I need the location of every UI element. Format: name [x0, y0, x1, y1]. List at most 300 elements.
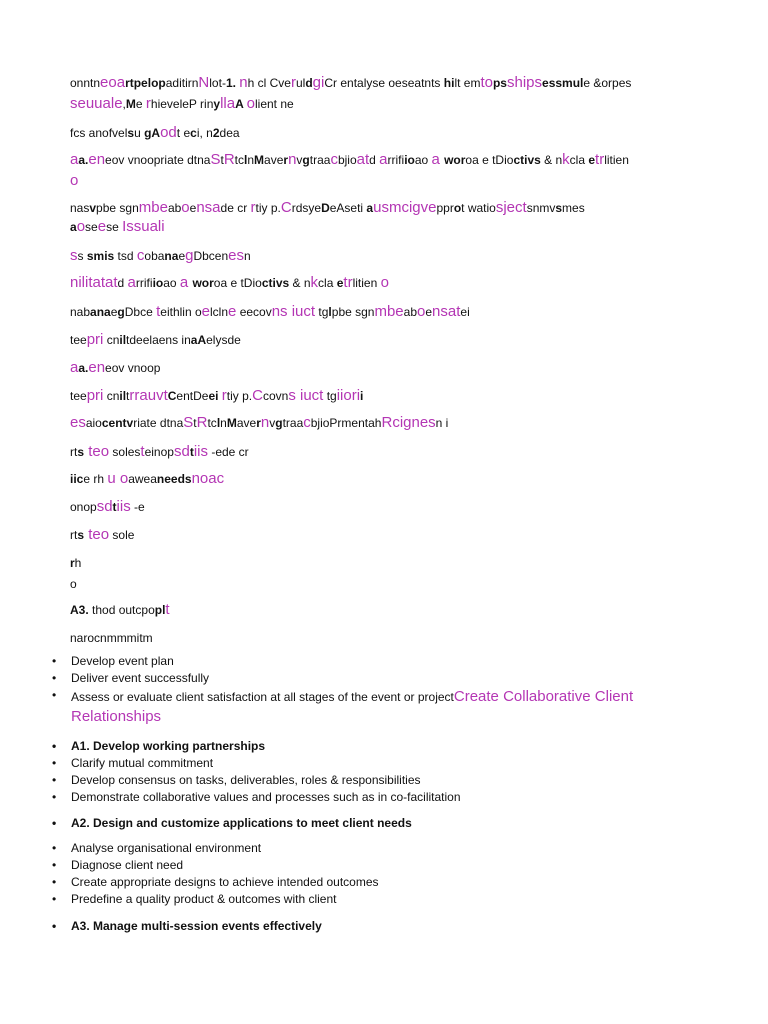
text-run: eoa: [100, 74, 126, 91]
text-run: & n: [289, 276, 311, 290]
text-run: wor: [192, 276, 214, 290]
garbled-line: [70, 96, 708, 112]
text-run: od: [160, 124, 177, 141]
text-run: tr: [343, 274, 353, 291]
text-run: sject: [495, 199, 527, 216]
text-run: o: [380, 274, 389, 291]
garbled-line: [70, 415, 708, 431]
text-run: pl: [154, 603, 166, 617]
text-run: a: [70, 220, 77, 234]
text-run: nas: [70, 201, 90, 215]
bullet-icon: •: [52, 756, 57, 770]
text-run: ul: [295, 76, 306, 90]
text-run: M: [254, 153, 265, 167]
garbled-line: [70, 444, 708, 460]
text-run: a: [127, 274, 136, 291]
text-run: il: [119, 333, 127, 347]
text-run: e: [425, 305, 433, 319]
list-item-text: Deliver event successfully: [71, 671, 210, 685]
text-run: l: [216, 416, 221, 430]
section-heading-inline: Create Collaborative Client Relationships: [71, 688, 634, 725]
garbled-line: [70, 275, 708, 291]
text-run: cignes: [392, 414, 436, 431]
text-run: r: [283, 153, 289, 167]
text-run: es: [228, 247, 244, 264]
text-run: to: [480, 74, 493, 91]
text-run: e: [228, 303, 237, 320]
list-heading-item: [52, 918, 708, 935]
text-run: R: [196, 414, 208, 431]
text-run: tiy p.: [226, 389, 253, 403]
text-run: c: [330, 151, 338, 168]
text-run: t: [193, 416, 197, 430]
text-run: Cr entalyse oeseatnts: [324, 76, 444, 90]
text-run: tr: [595, 151, 605, 168]
text-run: es: [70, 414, 86, 431]
text-run: g: [117, 305, 125, 319]
text-run: o: [417, 303, 426, 320]
text-run: pbe sgn: [96, 201, 139, 215]
text-run: teo: [84, 526, 110, 543]
garbled-line: [70, 471, 708, 487]
list-item: [52, 874, 708, 891]
list-item-text: Assess or evaluate client satisfaction at all stages of the event or project: [71, 690, 454, 704]
text-run: teo: [84, 443, 110, 460]
bullet-icon: •: [52, 790, 57, 804]
text-run: aio: [85, 416, 102, 430]
text-run: eov vnoop: [105, 361, 161, 375]
garbled-line: [70, 219, 708, 235]
text-run: e: [336, 276, 344, 290]
bullet-list-a3-heading: [52, 918, 708, 935]
text-run: nsat: [432, 303, 461, 320]
garbled-line: [70, 173, 708, 189]
text-run: d: [117, 276, 128, 290]
garbled-line: [70, 576, 708, 592]
list-item-text: Predefine a quality product & outcomes with client: [71, 892, 337, 906]
text-run: lla: [220, 95, 236, 112]
text-run: t watio: [461, 201, 496, 215]
text-run: h: [74, 556, 82, 570]
garbled-line: [70, 360, 708, 376]
text-run: o: [70, 577, 77, 591]
text-run: bjio: [337, 153, 357, 167]
bullet-list-outcomes: [52, 653, 708, 727]
text-run: ns iuct: [271, 303, 316, 320]
text-run: bjioPrmentah: [310, 416, 382, 430]
bullet-icon: •: [52, 773, 57, 787]
text-run: nab: [70, 305, 91, 319]
text-run: ao: [163, 276, 180, 290]
bullet-icon: •: [52, 671, 57, 685]
bullet-icon: •: [52, 739, 57, 753]
text-run: pbe sgn: [331, 305, 375, 319]
garbled-line: [70, 630, 708, 646]
text-run: ab: [403, 305, 418, 319]
text-run: s: [127, 126, 135, 140]
text-run: r: [70, 556, 75, 570]
text-run: rrauvt: [129, 387, 168, 404]
text-run: n: [260, 414, 270, 431]
text-run: pri: [86, 387, 104, 404]
text-run: tiy p.: [255, 201, 281, 215]
bullet-icon: •: [52, 919, 57, 933]
text-run: r: [256, 416, 261, 430]
list-item: [52, 857, 708, 874]
text-run: e: [201, 303, 210, 320]
text-run: ,: [122, 97, 126, 111]
text-run: io: [404, 153, 415, 167]
text-run: D: [321, 201, 330, 215]
text-run: n: [239, 74, 248, 91]
text-run: narocnmmmitm: [70, 631, 153, 645]
text-run: thod outcpo: [88, 603, 155, 617]
text-run: C: [167, 389, 177, 403]
text-run: eithlin o: [160, 305, 202, 319]
text-run: s: [77, 249, 87, 263]
text-run: l: [244, 153, 248, 167]
text-run: onntn: [70, 76, 101, 90]
text-run: g: [275, 416, 283, 430]
garbled-line: [70, 248, 708, 264]
text-run: sd: [173, 443, 190, 460]
text-run: gi: [312, 74, 325, 91]
text-run: cn: [103, 389, 120, 403]
text-run: d: [369, 153, 380, 167]
list-item-text: Clarify mutual commitment: [71, 756, 214, 770]
list-item: [52, 840, 708, 857]
text-run: cla: [318, 276, 337, 290]
text-run: y: [213, 97, 221, 111]
text-run: eAseti: [329, 201, 367, 215]
text-run: r: [250, 199, 256, 216]
text-run: t: [156, 303, 161, 320]
text-run: A: [197, 333, 207, 347]
list-item-text: A3. Manage multi-session events effectively: [71, 919, 322, 933]
text-run: t: [112, 500, 117, 514]
text-run: s: [70, 247, 78, 264]
text-run: A3.: [70, 603, 89, 617]
text-run: t: [140, 443, 145, 460]
bullet-list-a2-heading: [52, 815, 708, 832]
text-run: usmcigve: [373, 199, 437, 216]
text-run: d: [305, 76, 313, 90]
text-run: u o: [107, 470, 129, 487]
text-run: lt em: [454, 76, 481, 90]
text-run: tee: [70, 333, 87, 347]
text-run: tg: [315, 305, 329, 319]
text-run: ave: [236, 416, 257, 430]
garbled-line: [70, 152, 708, 168]
text-run: g: [302, 153, 310, 167]
text-run: litien: [604, 153, 629, 167]
garbled-line: [70, 125, 708, 141]
text-run: l: [328, 305, 332, 319]
text-run: a: [379, 151, 388, 168]
text-run: t: [165, 601, 170, 618]
list-item-text: Demonstrate collaborative values and processes such as in co-facilitation: [71, 790, 461, 804]
bullet-list-a1: [52, 738, 708, 806]
text-run: sole: [109, 528, 135, 542]
text-run: A: [151, 126, 161, 140]
text-run: rdsye: [291, 201, 322, 215]
text-run: se: [85, 220, 98, 234]
list-heading-item: [52, 815, 708, 832]
text-run: ei: [460, 305, 470, 319]
list-heading-item: [52, 738, 708, 755]
text-run: n i: [435, 416, 449, 430]
text-run: io: [152, 276, 164, 290]
text-run: tg: [323, 389, 337, 403]
text-run: a.: [78, 361, 89, 375]
text-run: t: [126, 389, 130, 403]
text-run: pri: [86, 331, 104, 348]
text-run: n: [220, 416, 227, 430]
text-run: M: [226, 416, 237, 430]
text-run: iic: [70, 472, 84, 486]
text-run: covn: [262, 389, 289, 403]
text-run: h cl Cve: [247, 76, 291, 90]
text-run: onop: [70, 500, 97, 514]
text-run: ctivs: [261, 276, 290, 290]
text-run: tdeelaens in: [126, 333, 191, 347]
text-run: S: [183, 414, 194, 431]
text-run: snmv: [526, 201, 556, 215]
bullet-list-a2: [52, 840, 708, 908]
text-run: k: [562, 151, 570, 168]
text-run: t e: [176, 126, 191, 140]
text-run: C: [280, 199, 292, 216]
text-run: traa: [282, 416, 304, 430]
text-run: iis: [193, 443, 208, 460]
text-run: a.: [78, 153, 89, 167]
text-run: g: [185, 247, 194, 264]
text-run: de: [227, 333, 241, 347]
bullet-icon: •: [52, 654, 57, 668]
garbled-line: [70, 602, 708, 618]
text-run: einop: [144, 445, 174, 459]
text-run: Dbce: [124, 305, 157, 319]
text-run: sd: [96, 498, 113, 515]
text-run: c: [303, 414, 311, 431]
text-run: s: [77, 528, 85, 542]
text-run: dea: [219, 126, 240, 140]
bullet-icon: •: [52, 816, 57, 830]
text-run: rt: [70, 528, 78, 542]
text-run: c: [190, 126, 197, 140]
text-run: ana: [90, 305, 111, 319]
text-run: wor: [444, 153, 466, 167]
text-run: il: [119, 389, 127, 403]
text-run: r: [290, 74, 296, 91]
garbled-line: [70, 75, 708, 91]
text-run: o: [181, 199, 190, 216]
text-run: e: [588, 153, 596, 167]
text-run: r: [145, 95, 151, 112]
list-item-text: A2. Design and customize applications to meet client needs: [71, 816, 412, 830]
list-item-text: Develop event plan: [71, 654, 174, 668]
text-run: a: [70, 151, 79, 168]
text-run: tee: [70, 389, 87, 403]
text-run: en: [88, 151, 106, 168]
text-run: traa: [309, 153, 331, 167]
text-run: e rh: [83, 472, 108, 486]
text-run: k: [310, 274, 319, 291]
text-run: ctivs: [513, 153, 541, 167]
text-run: riate dtna: [133, 416, 184, 430]
text-run: eecov: [236, 305, 272, 319]
text-run: a: [179, 274, 193, 291]
list-item: [52, 772, 708, 789]
text-run: o: [246, 95, 255, 112]
text-run: ppr: [436, 201, 454, 215]
list-item-text: A1. Develop working partnerships: [71, 739, 266, 753]
text-run: hieveleP rin: [150, 97, 214, 111]
text-run: rt: [70, 445, 78, 459]
text-run: iis: [116, 498, 131, 515]
text-run: C: [252, 387, 263, 404]
text-run: oa e tDio: [465, 153, 514, 167]
text-run: ei: [208, 389, 219, 403]
text-run: c: [136, 247, 145, 264]
text-run: t: [220, 153, 224, 167]
text-run: awea: [128, 472, 157, 486]
text-run: se: [106, 220, 123, 234]
text-run: eov vnoopriate dtna: [105, 153, 211, 167]
text-run: rrifi: [387, 153, 405, 167]
text-run: e &orpes: [583, 76, 632, 90]
list-item: [52, 789, 708, 806]
text-run: Dbcen: [193, 249, 229, 263]
text-run: 1.: [225, 76, 240, 90]
text-run: M: [125, 97, 136, 111]
list-item-text: Diagnose client need: [71, 858, 184, 872]
garbled-line: [70, 304, 708, 320]
text-run: s: [77, 445, 85, 459]
text-run: -ede cr: [207, 445, 249, 459]
text-run: g: [144, 126, 152, 140]
list-item: [52, 670, 708, 687]
text-run: tc: [207, 416, 217, 430]
text-run: essmul: [542, 76, 584, 90]
text-run: ave: [264, 153, 284, 167]
text-run: aditirn: [165, 76, 199, 90]
text-run: soles: [109, 445, 141, 459]
text-run: i: [360, 389, 364, 403]
garbled-line: [70, 388, 708, 404]
text-run: mbe: [138, 199, 168, 216]
text-run: u: [134, 126, 145, 140]
bullet-icon: •: [52, 858, 57, 872]
text-run: o: [76, 218, 86, 235]
list-item: [52, 755, 708, 772]
text-run: oba: [144, 249, 165, 263]
text-run: e: [110, 305, 118, 319]
text-run: ps: [492, 76, 507, 90]
list-item-text: Analyse organisational environment: [71, 841, 262, 855]
text-run: seuuale: [70, 95, 123, 112]
bullet-icon: •: [52, 688, 57, 702]
text-run: cn: [103, 333, 120, 347]
text-run: nsa: [196, 199, 221, 216]
text-run: rtpelop: [125, 76, 166, 90]
text-run: e: [135, 97, 146, 111]
text-run: t: [189, 445, 194, 459]
list-item-text: Develop consensus on tasks, deliverables, roles & responsibilities: [71, 773, 421, 787]
text-run: n: [288, 151, 297, 168]
text-run: iiori: [336, 387, 361, 404]
text-run: de cr: [220, 201, 251, 215]
text-run: s: [555, 201, 563, 215]
text-run: nilitatat: [70, 274, 118, 291]
text-run: e: [97, 218, 107, 235]
text-run: a: [70, 359, 79, 376]
text-run: i, n: [196, 126, 213, 140]
text-run: 2: [212, 126, 220, 140]
text-run: fcs anofvel: [70, 126, 128, 140]
list-item-text: Create appropriate designs to achieve intended outcomes: [71, 875, 379, 889]
text-run: tc: [234, 153, 245, 167]
text-run: a: [431, 151, 445, 168]
text-run: e: [178, 249, 186, 263]
list-item: [52, 891, 708, 908]
text-run: ships: [506, 74, 543, 91]
garbled-line: [70, 332, 708, 348]
text-run: o: [453, 201, 462, 215]
text-run: oa e tDio: [213, 276, 262, 290]
bullet-icon: •: [52, 875, 57, 889]
text-run: litien: [352, 276, 381, 290]
text-run: lot-: [209, 76, 226, 90]
text-run: n: [244, 249, 251, 263]
text-run: & n: [540, 153, 563, 167]
list-item: [52, 653, 708, 670]
text-run: a: [366, 201, 374, 215]
text-run: at: [356, 151, 370, 168]
list-item: [52, 687, 708, 727]
text-run: centv: [101, 416, 134, 430]
text-run: S: [210, 151, 221, 168]
garbled-line: [70, 499, 708, 515]
text-run: R: [223, 151, 235, 168]
text-run: lcln: [210, 305, 229, 319]
text-run: rrifi: [135, 276, 153, 290]
text-run: entDe: [176, 389, 209, 403]
text-run: noac: [191, 470, 225, 487]
text-run: mes: [562, 201, 585, 215]
garbled-line: [70, 527, 708, 543]
text-run: N: [198, 74, 210, 91]
text-run: needs: [156, 472, 192, 486]
text-run: v: [269, 416, 276, 430]
text-run: smis: [86, 249, 115, 263]
text-run: tsd: [114, 249, 137, 263]
text-run: v: [89, 201, 97, 215]
text-run: R: [381, 414, 393, 431]
text-run: v: [296, 153, 303, 167]
text-run: Issuali: [122, 218, 165, 235]
text-run: na: [164, 249, 179, 263]
bullet-icon: •: [52, 841, 57, 855]
text-run: s iuct: [288, 387, 324, 404]
text-run: cla: [569, 153, 589, 167]
text-run: ab: [167, 201, 182, 215]
text-run: elys: [206, 333, 228, 347]
text-run: en: [88, 359, 106, 376]
text-run: a: [190, 333, 198, 347]
garbled-line: [70, 555, 708, 571]
text-run: o: [70, 172, 79, 189]
